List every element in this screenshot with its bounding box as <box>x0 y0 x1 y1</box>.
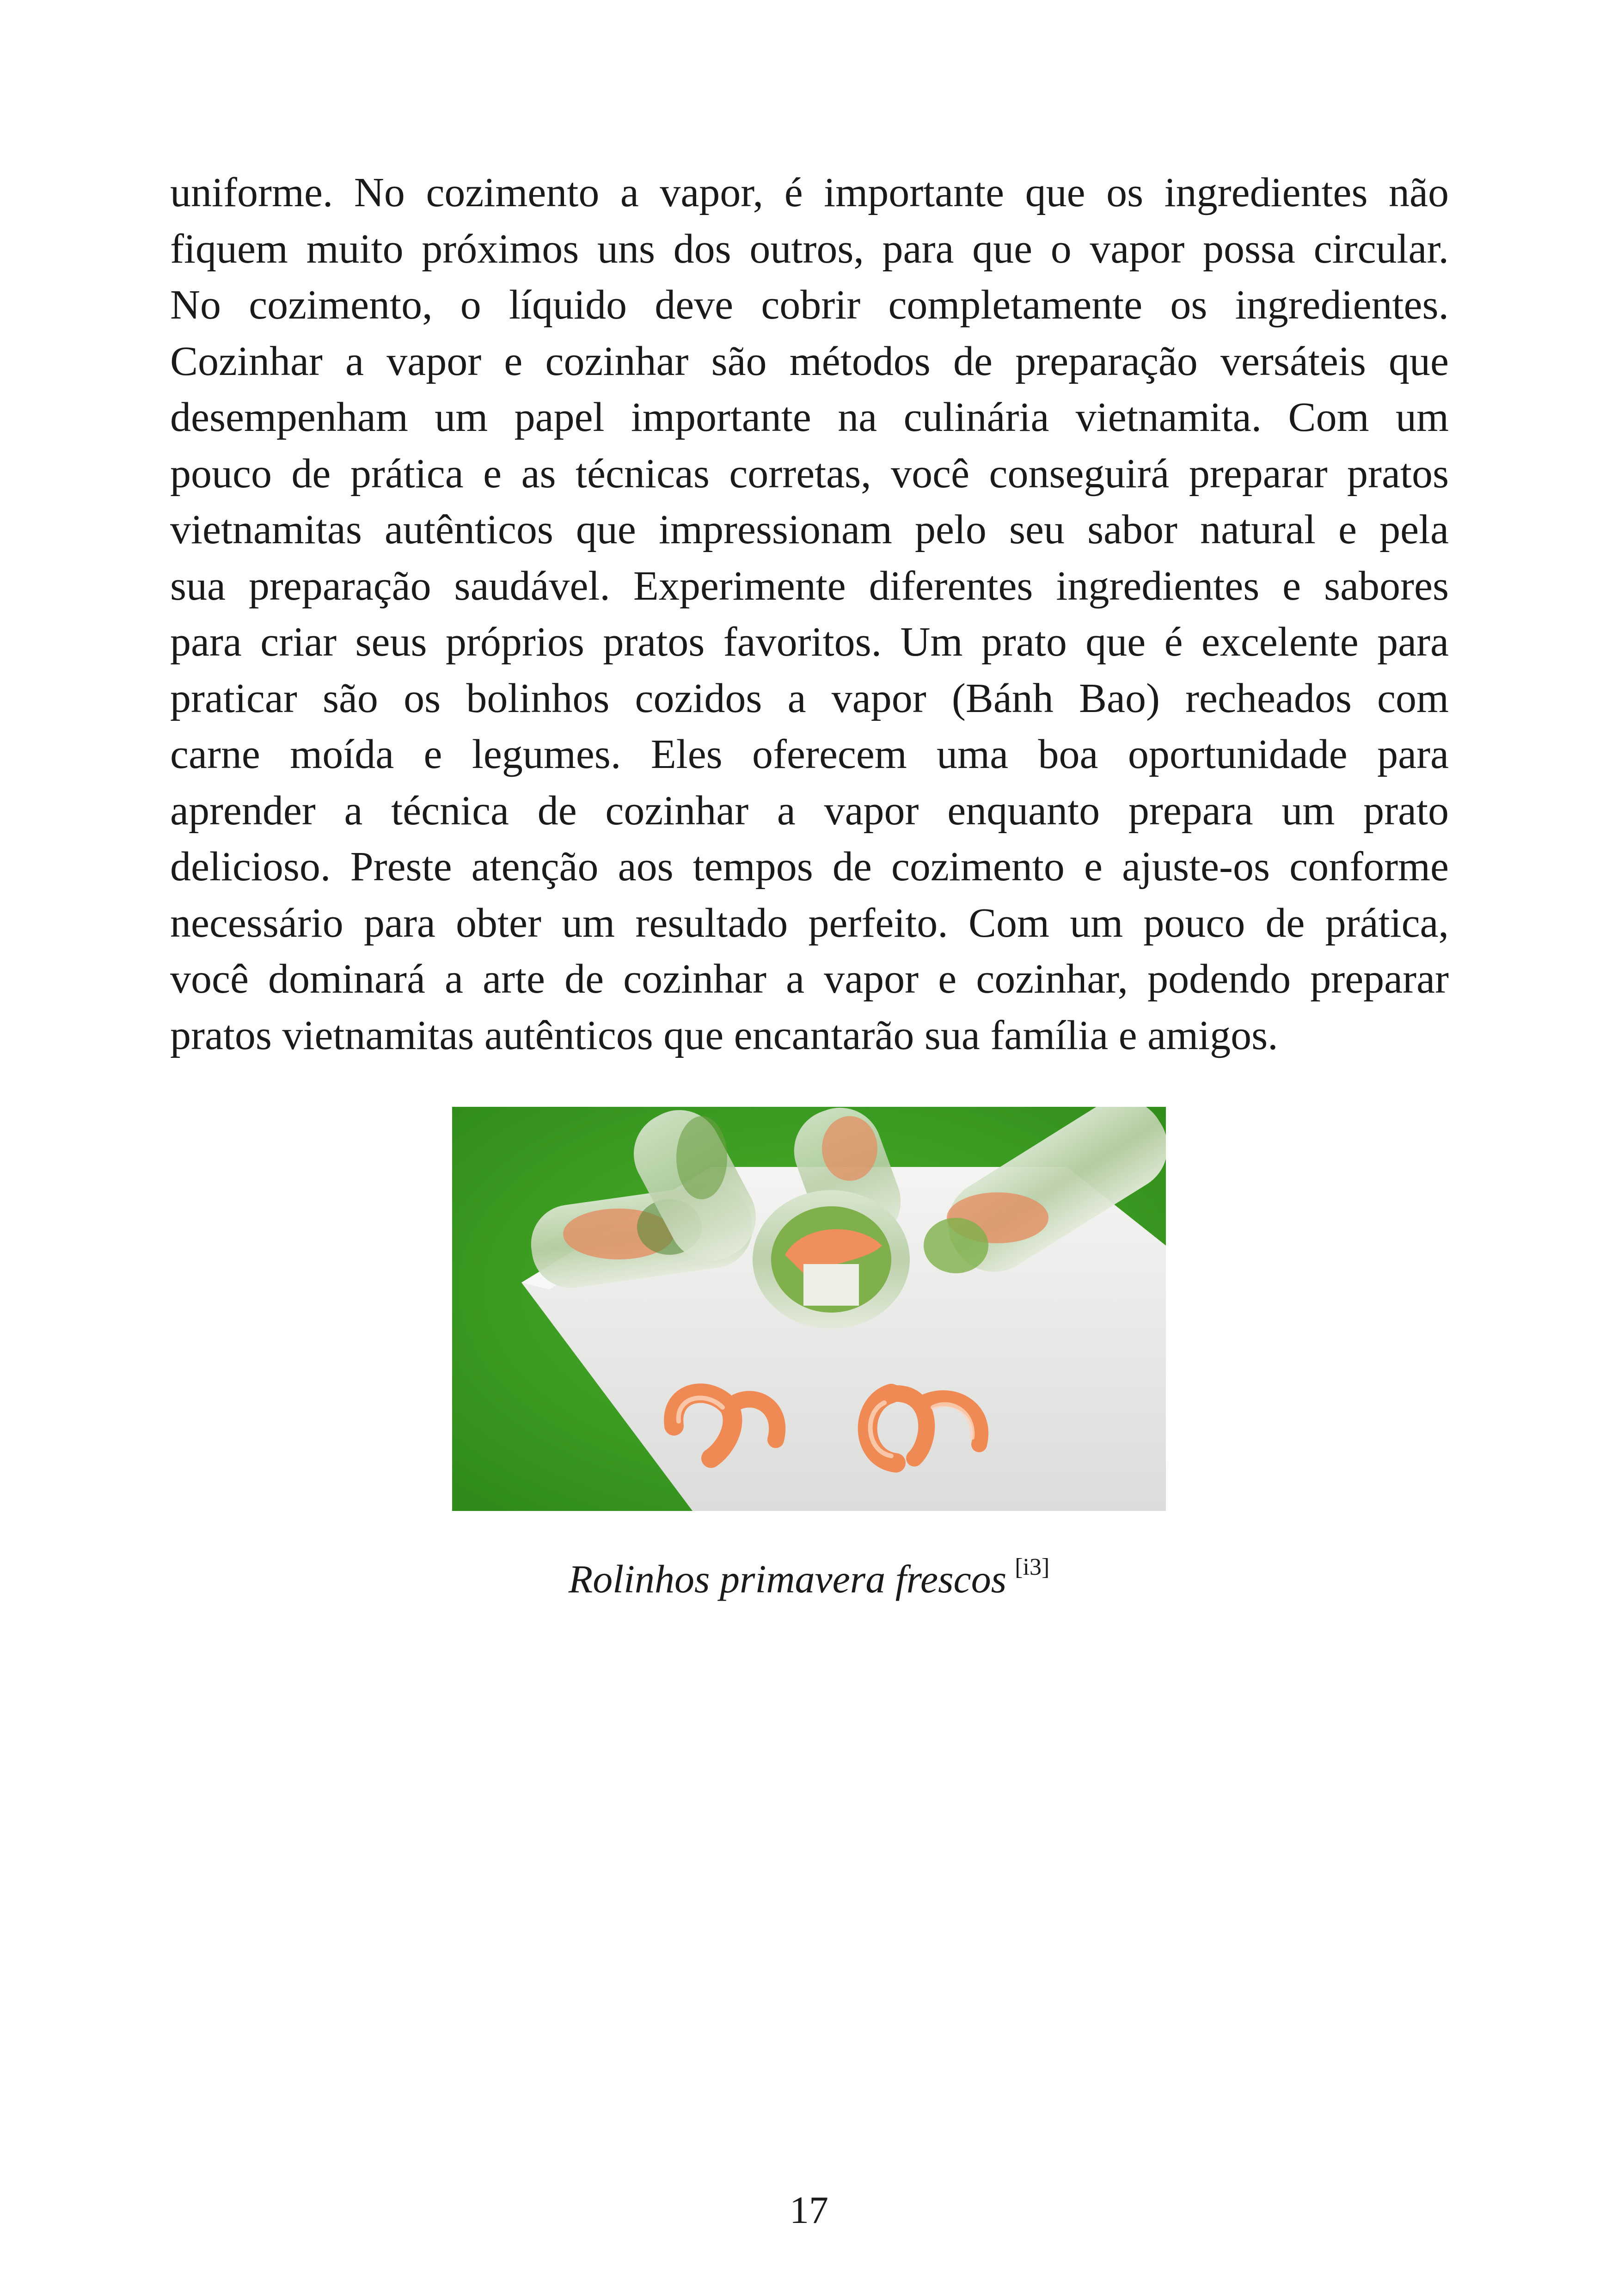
roll-center <box>753 1190 910 1329</box>
paragraph-line: aprender a técnica de cozinhar a vapor enquanto prepara um prato <box>170 787 1449 834</box>
body-paragraph <box>170 165 1449 1063</box>
figure-caption <box>0 1553 1618 1602</box>
paragraph-line: desempenham um papel importante na culinária vietnamita. Com um <box>170 394 1449 440</box>
spring-rolls-photo <box>452 1107 1166 1511</box>
paragraph-line: vietnamitas autênticos que impressionam pelo seu sabor natural e pela <box>170 507 1449 553</box>
paragraph-line: Cozinhar a vapor e cozinhar são métodos de preparação versáteis que <box>170 338 1449 384</box>
caption-text: Rolinhos primavera frescos <box>568 1557 1007 1601</box>
paragraph-line: sua preparação saudável. Experimente diferentes ingredientes e sabores <box>170 563 1449 609</box>
paragraph-line: você dominará a arte de cozinhar a vapor e cozinhar, podendo preparar <box>170 956 1449 1002</box>
paragraph-line: necessário para obter um resultado perfeito. Com um pouco de prática, <box>170 900 1449 946</box>
paragraph-line: pratos vietnamitas autênticos que encantarão sua família e amigos. <box>170 1012 1278 1058</box>
paragraph-line: para criar seus próprios pratos favoritos. Um prato que é excelente para <box>170 619 1449 665</box>
paragraph-line: fiquem muito próximos uns dos outros, para que o vapor possa circular. <box>170 226 1449 272</box>
paragraph-line: praticar são os bolinhos cozidos a vapor (Bánh Bao) recheados com <box>170 675 1449 721</box>
paragraph-line: carne moída e legumes. Eles oferecem uma boa oportunidade para <box>170 731 1449 777</box>
paragraph-line: delicioso. Preste atenção aos tempos de cozimento e ajuste-os conforme <box>170 844 1449 890</box>
page-number: 17 <box>790 2189 828 2232</box>
spring-rolls-illustration <box>452 1107 1166 1511</box>
paragraph-line: uniforme. No cozimento a vapor, é importante que os ingredientes não <box>170 170 1449 215</box>
paragraph-line: No cozimento, o líquido deve cobrir completamente os ingredientes. <box>170 282 1449 328</box>
paragraph-line: pouco de prática e as técnicas corretas, você conseguirá preparar pratos <box>170 450 1449 497</box>
caption-reference: [i3] <box>1015 1554 1050 1580</box>
